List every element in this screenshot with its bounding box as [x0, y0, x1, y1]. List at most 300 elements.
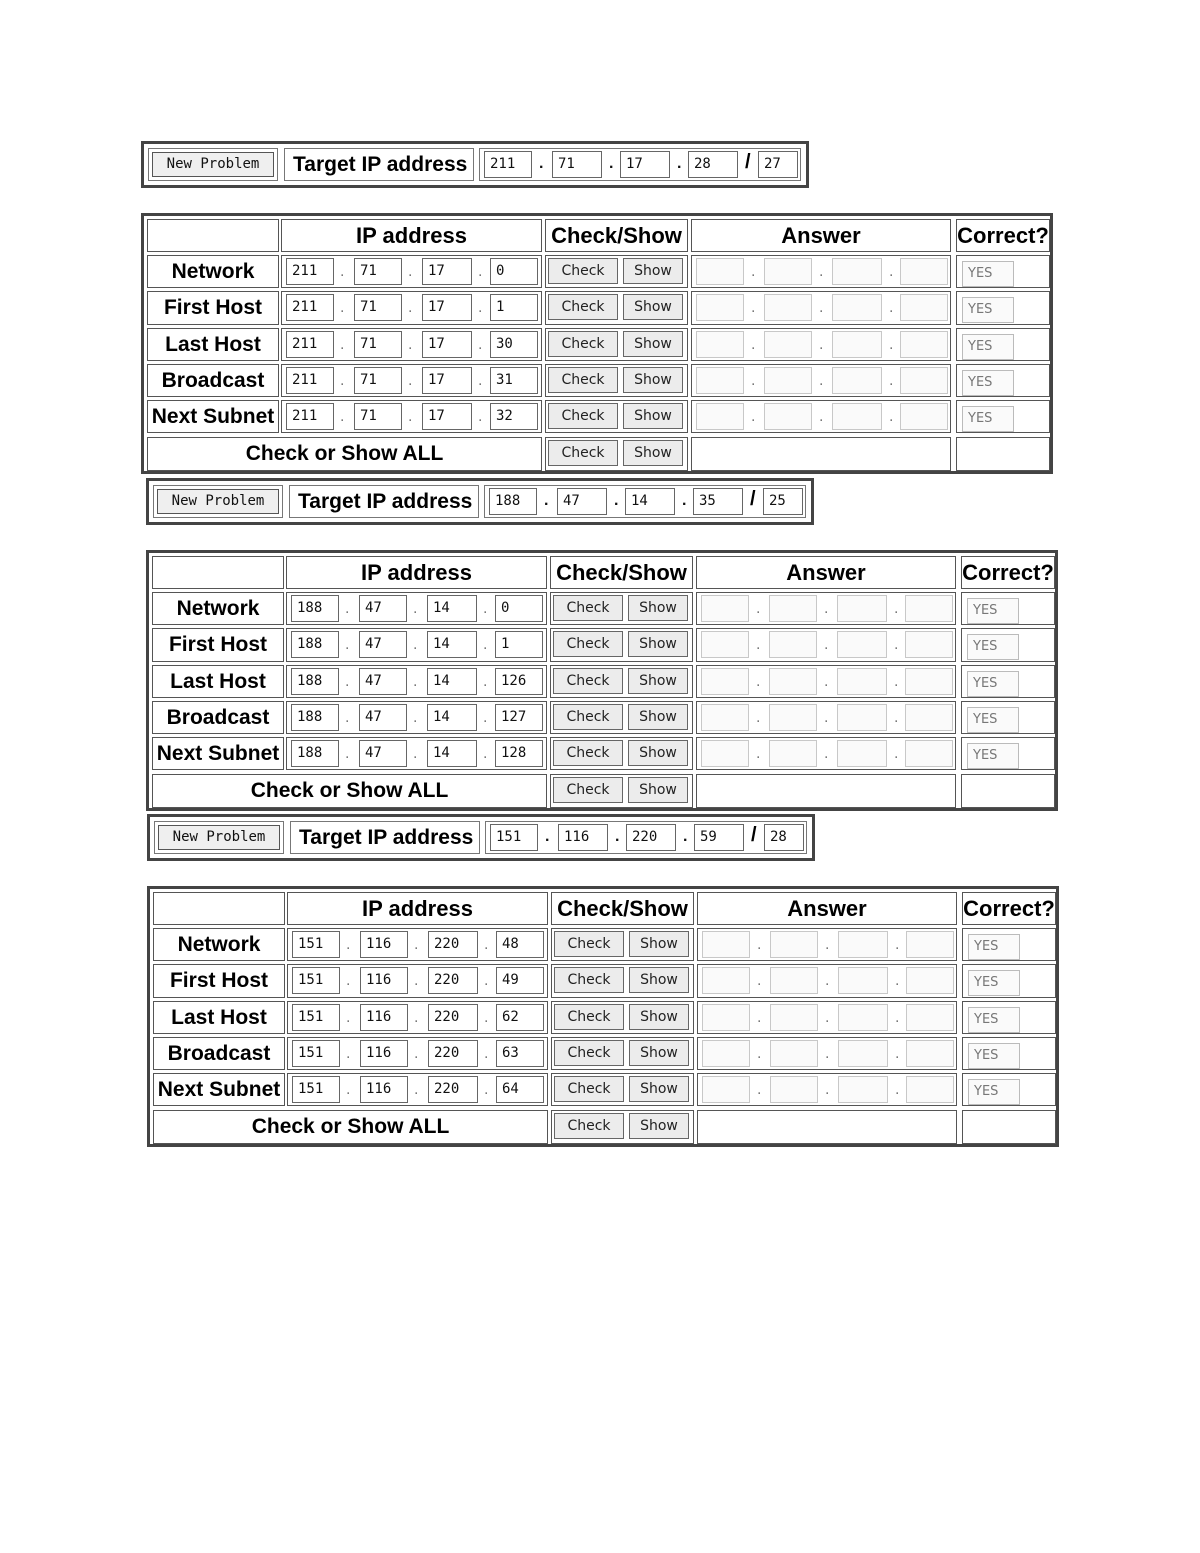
octet-separator: .	[895, 1081, 900, 1099]
next-subnet-octet-4-input[interactable]: 128	[495, 740, 543, 767]
next-subnet-octet-2-input[interactable]: 116	[360, 1076, 408, 1103]
header-answer: Answer	[697, 892, 957, 925]
octet-separator: .	[751, 263, 756, 280]
prefix-slash: /	[750, 488, 756, 510]
row-answer-broadcast	[696, 701, 956, 734]
network-octet-1-input[interactable]: 188	[291, 595, 339, 622]
target-octet-2-input[interactable]: 47	[557, 488, 607, 515]
row-answer-broadcast	[697, 1037, 957, 1070]
prefix-length-input[interactable]: 28	[764, 824, 804, 851]
octet-separator: .	[346, 1044, 351, 1062]
target-octet-3-input[interactable]: 220	[626, 824, 676, 851]
first-host-octet-4-input[interactable]: 1	[495, 631, 543, 658]
octet-separator: .	[819, 408, 824, 426]
network-octet-2-input[interactable]: 116	[360, 931, 408, 958]
check-all-button[interactable]: Check	[553, 777, 623, 803]
header-correct: Correct?	[962, 892, 1056, 925]
network-octet-1-input[interactable]: 211	[286, 258, 334, 285]
octet-separator: .	[408, 299, 413, 317]
broadcast-answer-octet-3	[837, 704, 887, 731]
next-subnet-octet-3-input[interactable]: 220	[428, 1076, 478, 1103]
network-show-button[interactable]: Show	[623, 258, 683, 284]
row-correct-broadcast	[962, 1037, 1056, 1070]
first-host-answer-octet-4	[905, 631, 953, 658]
octet-separator: .	[408, 263, 413, 280]
octet-separator: .	[756, 600, 761, 617]
octet-separator: .	[895, 972, 900, 990]
network-octet-2-input[interactable]: 47	[359, 595, 407, 622]
octet-separator: .	[340, 299, 345, 317]
last-host-correct-indicator: YES	[967, 671, 1019, 697]
row-ip-network	[281, 255, 542, 288]
last-host-octet-4-input[interactable]: 126	[495, 668, 543, 695]
first-host-check-button[interactable]: Check	[553, 631, 623, 657]
row-ip-first-host	[281, 291, 542, 324]
broadcast-octet-1-input[interactable]: 151	[292, 1040, 340, 1067]
network-show-button[interactable]: Show	[629, 931, 689, 957]
row-answer-broadcast	[691, 364, 951, 397]
octet-separator: .	[483, 708, 488, 726]
first-host-octet-3-input[interactable]: 17	[422, 294, 472, 321]
network-show-button[interactable]: Show	[628, 595, 688, 621]
row-label-broadcast: Broadcast	[153, 1037, 285, 1070]
octet-separator: .	[894, 672, 899, 690]
check-show-all-buttons	[545, 437, 688, 472]
last-host-octet-2-input[interactable]: 71	[354, 331, 402, 358]
first-host-octet-1-input[interactable]: 211	[286, 294, 334, 321]
octet-separator: .	[484, 1081, 489, 1099]
first-host-octet-3-input[interactable]: 14	[427, 631, 477, 658]
broadcast-correct-indicator: YES	[968, 1043, 1020, 1069]
broadcast-octet-4-input[interactable]: 127	[495, 704, 543, 731]
row-correct-broadcast	[961, 701, 1055, 734]
network-check-button[interactable]: Check	[548, 258, 618, 284]
next-subnet-correct-indicator: YES	[967, 743, 1019, 769]
row-answer-first-host	[696, 628, 956, 661]
octet-separator: .	[756, 708, 761, 726]
target-octet-2-input[interactable]: 71	[552, 151, 602, 178]
row-ip-next-subnet	[281, 400, 542, 433]
last-host-octet-3-input[interactable]: 17	[422, 331, 472, 358]
check-all-button[interactable]: Check	[554, 1113, 624, 1139]
row-correct-next-subnet	[961, 737, 1055, 770]
row-correct-network	[961, 592, 1055, 625]
octet-separator: .	[346, 1081, 351, 1099]
row-correct-first-host	[961, 628, 1055, 661]
network-check-button[interactable]: Check	[553, 595, 623, 621]
next-subnet-show-button[interactable]: Show	[628, 740, 688, 766]
last-host-octet-4-input[interactable]: 62	[496, 1004, 544, 1031]
octet-separator: .	[751, 335, 756, 353]
broadcast-show-button[interactable]: Show	[623, 367, 683, 393]
octet-separator: .	[414, 1044, 419, 1062]
octet-separator: .	[824, 708, 829, 726]
all-correct-empty	[956, 437, 1050, 472]
network-octet-3-input[interactable]: 220	[428, 931, 478, 958]
header-ip-address: IP address	[281, 219, 542, 252]
show-all-button[interactable]: Show	[629, 1113, 689, 1139]
last-host-octet-1-input[interactable]: 211	[286, 331, 334, 358]
last-host-octet-2-input[interactable]: 47	[359, 668, 407, 695]
last-host-check-button[interactable]: Check	[553, 668, 623, 694]
octet-separator: .	[414, 972, 419, 990]
row-correct-broadcast	[956, 364, 1050, 397]
row-label-broadcast: Broadcast	[147, 364, 279, 397]
row-ip-first-host	[286, 628, 547, 661]
octet-separator: .	[340, 371, 345, 389]
first-host-answer-octet-1	[702, 967, 750, 994]
network-answer-octet-3	[838, 931, 888, 958]
network-octet-2-input[interactable]: 71	[354, 258, 402, 285]
next-subnet-answer-octet-4	[906, 1076, 954, 1103]
network-check-button[interactable]: Check	[554, 931, 624, 957]
last-host-octet-2-input[interactable]: 116	[360, 1004, 408, 1031]
octet-separator: .	[751, 299, 756, 317]
network-answer-octet-3	[832, 258, 882, 285]
row-answer-first-host	[697, 964, 957, 997]
first-host-octet-2-input[interactable]: 71	[354, 294, 402, 321]
row-correct-next-subnet	[962, 1073, 1056, 1106]
next-subnet-answer-octet-3	[838, 1076, 888, 1103]
next-subnet-answer-octet-4	[900, 403, 948, 430]
last-host-octet-3-input[interactable]: 14	[427, 668, 477, 695]
target-bar	[147, 814, 815, 861]
row-check-show-last-host	[545, 328, 688, 361]
next-subnet-check-button[interactable]: Check	[553, 740, 623, 766]
next-subnet-octet-3-input[interactable]: 14	[427, 740, 477, 767]
row-answer-network	[691, 255, 951, 288]
octet-separator: .	[413, 636, 418, 654]
octet-separator: .	[483, 600, 488, 617]
octet-separator: .	[414, 936, 419, 953]
show-all-button[interactable]: Show	[623, 440, 683, 466]
octet-separator: .	[484, 1008, 489, 1026]
first-host-answer-octet-2	[764, 294, 812, 321]
broadcast-octet-1-input[interactable]: 211	[286, 367, 334, 394]
next-subnet-octet-4-input[interactable]: 64	[496, 1076, 544, 1103]
header-answer: Answer	[696, 556, 956, 589]
last-host-check-button[interactable]: Check	[554, 1004, 624, 1030]
broadcast-correct-indicator: YES	[962, 370, 1014, 396]
check-show-all-buttons	[551, 1110, 694, 1145]
octet-separator: .	[345, 672, 350, 690]
octet-separator: .	[484, 936, 489, 953]
target-octet-3-input[interactable]: 17	[620, 151, 670, 178]
octet-separator: .	[478, 299, 483, 317]
target-ip-label: Target IP address	[289, 485, 479, 518]
octet-separator: .	[478, 408, 483, 426]
first-host-answer-octet-4	[906, 967, 954, 994]
next-subnet-answer-octet-1	[701, 740, 749, 767]
last-host-show-button[interactable]: Show	[628, 668, 688, 694]
broadcast-answer-octet-1	[701, 704, 749, 731]
row-check-show-first-host	[551, 964, 694, 997]
broadcast-octet-1-input[interactable]: 188	[291, 704, 339, 731]
row-answer-last-host	[691, 328, 951, 361]
last-host-octet-1-input[interactable]: 151	[292, 1004, 340, 1031]
network-octet-4-input[interactable]: 0	[495, 595, 543, 622]
first-host-answer-octet-2	[769, 631, 817, 658]
row-correct-first-host	[956, 291, 1050, 324]
row-check-show-next-subnet	[550, 737, 693, 770]
target-octet-3-input[interactable]: 14	[625, 488, 675, 515]
row-answer-first-host	[691, 291, 951, 324]
octet-separator: .	[340, 335, 345, 353]
octet-separator: .	[825, 936, 830, 953]
row-ip-broadcast	[281, 364, 542, 397]
octet-separator: .	[682, 492, 687, 509]
network-answer-octet-1	[701, 595, 749, 622]
octet-separator: .	[615, 828, 620, 845]
prefix-slash: /	[745, 151, 751, 173]
octet-separator: .	[757, 972, 762, 990]
octet-separator: .	[824, 672, 829, 690]
header-empty-cell	[153, 892, 285, 925]
row-answer-last-host	[696, 665, 956, 698]
last-host-answer-octet-3	[832, 331, 882, 358]
row-check-show-network	[551, 928, 694, 961]
last-host-check-button[interactable]: Check	[548, 331, 618, 357]
target-octet-4-input[interactable]: 59	[694, 824, 744, 851]
target-octet-1-input[interactable]: 211	[484, 151, 532, 178]
octet-separator: .	[413, 745, 418, 763]
octet-separator: .	[895, 936, 900, 953]
header-correct: Correct?	[956, 219, 1050, 252]
check-all-button[interactable]: Check	[548, 440, 618, 466]
header-check-show: Check/Show	[545, 219, 688, 252]
next-subnet-octet-1-input[interactable]: 188	[291, 740, 339, 767]
first-host-octet-4-input[interactable]: 1	[490, 294, 538, 321]
network-answer-octet-2	[769, 595, 817, 622]
network-answer-octet-1	[702, 931, 750, 958]
last-host-octet-4-input[interactable]: 30	[490, 331, 538, 358]
row-check-show-broadcast	[551, 1037, 694, 1070]
octet-separator: .	[819, 335, 824, 353]
next-subnet-octet-2-input[interactable]: 71	[354, 403, 402, 430]
broadcast-show-button[interactable]: Show	[628, 704, 688, 730]
last-host-show-button[interactable]: Show	[623, 331, 683, 357]
target-ip-inputs	[479, 148, 801, 181]
row-label-last-host: Last Host	[152, 665, 284, 698]
row-ip-broadcast	[286, 701, 547, 734]
first-host-answer-octet-3	[832, 294, 882, 321]
octet-separator: .	[483, 745, 488, 763]
network-octet-3-input[interactable]: 17	[422, 258, 472, 285]
row-answer-last-host	[697, 1001, 957, 1034]
new-problem-cell	[148, 148, 278, 181]
row-ip-next-subnet	[287, 1073, 548, 1106]
octet-separator: .	[894, 708, 899, 726]
new-problem-cell	[153, 485, 283, 518]
row-answer-next-subnet	[696, 737, 956, 770]
octet-separator: .	[757, 1008, 762, 1026]
row-check-show-network	[550, 592, 693, 625]
new-problem-cell	[154, 821, 284, 854]
last-host-answer-octet-3	[837, 668, 887, 695]
target-octet-1-input[interactable]: 188	[489, 488, 537, 515]
octet-separator: .	[413, 672, 418, 690]
broadcast-octet-4-input[interactable]: 63	[496, 1040, 544, 1067]
last-host-answer-octet-3	[838, 1004, 888, 1031]
broadcast-octet-3-input[interactable]: 17	[422, 367, 472, 394]
network-correct-indicator: YES	[962, 261, 1014, 287]
next-subnet-show-button[interactable]: Show	[629, 1076, 689, 1102]
last-host-answer-octet-2	[764, 331, 812, 358]
target-ip-label: Target IP address	[290, 821, 480, 854]
row-check-show-last-host	[551, 1001, 694, 1034]
last-host-octet-3-input[interactable]: 220	[428, 1004, 478, 1031]
new-problem-button[interactable]: New Problem	[158, 825, 280, 850]
row-correct-first-host	[962, 964, 1056, 997]
first-host-check-button[interactable]: Check	[548, 294, 618, 320]
network-answer-octet-4	[900, 258, 948, 285]
row-label-network: Network	[153, 928, 285, 961]
broadcast-octet-4-input[interactable]: 31	[490, 367, 538, 394]
header-empty-cell	[147, 219, 279, 252]
octet-separator: .	[414, 1008, 419, 1026]
target-octet-4-input[interactable]: 28	[688, 151, 738, 178]
first-host-correct-indicator: YES	[967, 634, 1019, 660]
octet-separator: .	[413, 600, 418, 617]
broadcast-octet-3-input[interactable]: 14	[427, 704, 477, 731]
show-all-button[interactable]: Show	[628, 777, 688, 803]
all-answer-empty	[691, 437, 951, 472]
prefix-length-input[interactable]: 25	[763, 488, 803, 515]
broadcast-correct-indicator: YES	[967, 707, 1019, 733]
first-host-show-button[interactable]: Show	[623, 294, 683, 320]
row-check-show-broadcast	[550, 701, 693, 734]
broadcast-check-button[interactable]: Check	[554, 1040, 624, 1066]
all-answer-empty	[696, 774, 956, 809]
row-label-network: Network	[152, 592, 284, 625]
next-subnet-check-button[interactable]: Check	[548, 403, 618, 429]
first-host-octet-3-input[interactable]: 220	[428, 967, 478, 994]
last-host-answer-octet-4	[906, 1004, 954, 1031]
header-check-show: Check/Show	[551, 892, 694, 925]
octet-separator: .	[484, 1044, 489, 1062]
broadcast-answer-octet-2	[769, 704, 817, 731]
octet-separator: .	[825, 1044, 830, 1062]
target-octet-2-input[interactable]: 116	[558, 824, 608, 851]
network-octet-1-input[interactable]: 151	[292, 931, 340, 958]
next-subnet-octet-2-input[interactable]: 47	[359, 740, 407, 767]
octet-separator: .	[757, 1044, 762, 1062]
octet-separator: .	[756, 745, 761, 763]
octet-separator: .	[483, 636, 488, 654]
row-ip-last-host	[287, 1001, 548, 1034]
row-ip-broadcast	[287, 1037, 548, 1070]
first-host-octet-2-input[interactable]: 47	[359, 631, 407, 658]
row-check-show-next-subnet	[551, 1073, 694, 1106]
octet-separator: .	[889, 371, 894, 389]
row-ip-first-host	[287, 964, 548, 997]
last-host-answer-octet-2	[769, 668, 817, 695]
first-host-octet-1-input[interactable]: 151	[292, 967, 340, 994]
last-host-octet-1-input[interactable]: 188	[291, 668, 339, 695]
octet-separator: .	[824, 600, 829, 617]
octet-separator: .	[346, 1008, 351, 1026]
prefix-length-input[interactable]: 27	[758, 151, 798, 178]
broadcast-octet-3-input[interactable]: 220	[428, 1040, 478, 1067]
next-subnet-octet-3-input[interactable]: 17	[422, 403, 472, 430]
header-correct: Correct?	[961, 556, 1055, 589]
network-octet-3-input[interactable]: 14	[427, 595, 477, 622]
first-host-correct-indicator: YES	[968, 970, 1020, 996]
first-host-show-button[interactable]: Show	[628, 631, 688, 657]
network-answer-octet-4	[905, 595, 953, 622]
broadcast-check-button[interactable]: Check	[553, 704, 623, 730]
octet-separator: .	[889, 335, 894, 353]
header-ip-address: IP address	[286, 556, 547, 589]
next-subnet-octet-1-input[interactable]: 151	[292, 1076, 340, 1103]
octet-separator: .	[895, 1044, 900, 1062]
first-host-octet-4-input[interactable]: 49	[496, 967, 544, 994]
last-host-answer-octet-1	[702, 1004, 750, 1031]
octet-separator: .	[478, 371, 483, 389]
target-octet-1-input[interactable]: 151	[490, 824, 538, 851]
octet-separator: .	[539, 155, 544, 172]
broadcast-answer-octet-1	[702, 1040, 750, 1067]
first-host-show-button[interactable]: Show	[629, 967, 689, 993]
first-host-answer-octet-4	[900, 294, 948, 321]
next-subnet-check-button[interactable]: Check	[554, 1076, 624, 1102]
next-subnet-octet-1-input[interactable]: 211	[286, 403, 334, 430]
last-host-correct-indicator: YES	[968, 1007, 1020, 1033]
octet-separator: .	[894, 636, 899, 654]
last-host-show-button[interactable]: Show	[629, 1004, 689, 1030]
broadcast-check-button[interactable]: Check	[548, 367, 618, 393]
octet-separator: .	[756, 672, 761, 690]
octet-separator: .	[751, 371, 756, 389]
first-host-answer-octet-3	[837, 631, 887, 658]
broadcast-octet-2-input[interactable]: 116	[360, 1040, 408, 1067]
next-subnet-answer-octet-3	[837, 740, 887, 767]
check-show-all-label: Check or Show ALL	[153, 1110, 548, 1145]
network-octet-4-input[interactable]: 0	[490, 258, 538, 285]
subnet-table	[147, 886, 1059, 1147]
first-host-octet-1-input[interactable]: 188	[291, 631, 339, 658]
row-correct-next-subnet	[956, 400, 1050, 433]
first-host-octet-2-input[interactable]: 116	[360, 967, 408, 994]
broadcast-octet-2-input[interactable]: 71	[354, 367, 402, 394]
subnet-table	[146, 550, 1058, 811]
network-octet-4-input[interactable]: 48	[496, 931, 544, 958]
target-octet-4-input[interactable]: 35	[693, 488, 743, 515]
octet-separator: .	[824, 745, 829, 763]
octet-separator: .	[413, 708, 418, 726]
check-show-all-label: Check or Show ALL	[152, 774, 547, 809]
first-host-check-button[interactable]: Check	[554, 967, 624, 993]
next-subnet-octet-4-input[interactable]: 32	[490, 403, 538, 430]
last-host-answer-octet-4	[900, 331, 948, 358]
row-correct-last-host	[961, 665, 1055, 698]
row-answer-network	[697, 928, 957, 961]
row-check-show-broadcast	[545, 364, 688, 397]
new-problem-button[interactable]: New Problem	[157, 489, 279, 514]
octet-separator: .	[825, 1081, 830, 1099]
octet-separator: .	[614, 492, 619, 509]
row-label-next-subnet: Next Subnet	[152, 737, 284, 770]
new-problem-button[interactable]: New Problem	[152, 152, 274, 177]
header-check-show: Check/Show	[550, 556, 693, 589]
check-show-all-label: Check or Show ALL	[147, 437, 542, 472]
broadcast-octet-2-input[interactable]: 47	[359, 704, 407, 731]
broadcast-show-button[interactable]: Show	[629, 1040, 689, 1066]
row-answer-next-subnet	[691, 400, 951, 433]
next-subnet-correct-indicator: YES	[968, 1079, 1020, 1105]
next-subnet-show-button[interactable]: Show	[623, 403, 683, 429]
row-label-next-subnet: Next Subnet	[153, 1073, 285, 1106]
